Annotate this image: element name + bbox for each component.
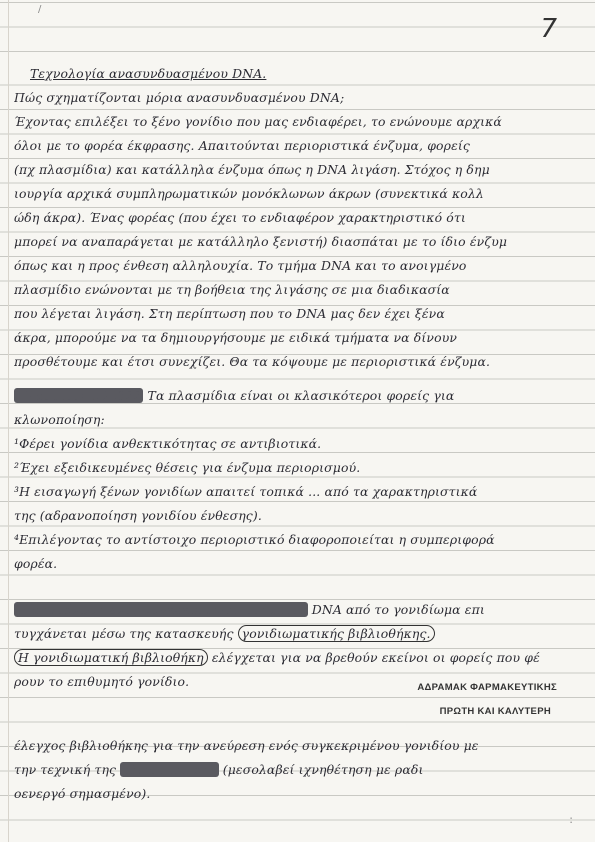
list-item: ¹Φέρει γονίδια ανθεκτικότητας σε αντιβιοτικά.: [14, 436, 322, 451]
list-item: ²Έχει εξειδικευμένες θέσεις για ένζυμα περιορισμού.: [14, 460, 361, 475]
page-number: 7: [540, 14, 557, 44]
text-line: (πχ πλασμίδια) και κατάλληλα ένζυμα όπως η DNA λιγάση. Στόχος η δημ: [14, 162, 490, 177]
top-mark: /: [38, 4, 42, 15]
line-text: DNA από το γονιδίωμα επι: [311, 602, 485, 617]
plasmid-heading: [14, 384, 589, 408]
line-text: (μεσολαβεί ιχνηθέτηση με ραδι: [222, 762, 424, 777]
hybridization-line: [14, 758, 589, 782]
text-line: Έχοντας επιλέξει το ξένο γονίδιο που μας ενδιαφέρει, το ενώνουμε αρχικά: [14, 114, 502, 129]
text-line: πλασμίδιο ενώνονται με τη βοήθεια της λιγάσης σε μια διαδικασία: [14, 282, 450, 297]
text-line: προσθέτουμε και έτσι συνεχίζει. Θα τα κόψουμε με περιοριστικά ένζυμα.: [14, 354, 491, 369]
heading-text: Τα πλασμίδια είναι οι κλασικότεροι φορείς για: [147, 388, 455, 403]
text-line: άκρα, μπορούμε να τα δημιουργήσουμε με ειδικά τμήματα να δίνουν: [14, 330, 458, 345]
text-line: όπως και η προς ένθεση αλληλουχία. Το τμήμα DNA και το ανοιγμένο: [14, 258, 467, 273]
scribbled-phrase: Η απομόνωση ενός συγκεκριμένου τμήματος: [16, 602, 306, 617]
list-item: ³Η εισαγωγή ξένων γονιδίων απαιτεί τοπικά ... από τα χαρακτηριστικά: [14, 484, 478, 499]
line-text: ελέγχεται για να βρεθούν εκείνοι οι φορείς που φέ: [211, 650, 540, 665]
edge-mark: :: [569, 813, 573, 826]
library-line: [14, 622, 589, 646]
scribbled-heading: Πλασμίδια pBR322: [16, 388, 142, 403]
library-check-line: [14, 646, 589, 670]
line-text: την τεχνική της: [14, 762, 117, 777]
text-line: ρουν το επιθυμητό γονίδιο.: [14, 674, 190, 689]
section-title: Τεχνολογία ανασυνδυασμένου DNA.: [30, 66, 267, 81]
list-item: ⁴Επιλέγοντας το αντίστοιχο περιοριστικό διαφοροποιείται η συμπεριφορά: [14, 532, 495, 547]
line-text: τυγχάνεται μέσω της κατασκευής: [14, 626, 234, 641]
isolation-line: [14, 598, 589, 622]
margin-line: [8, 0, 9, 842]
text-line: που λέγεται λιγάση. Στη περίπτωση που το DNA μας δεν έχει ξένα: [14, 306, 445, 321]
text-line: της (αδρανοποίηση γονιδίου ένθεσης).: [14, 508, 262, 523]
text-line: έλεγχος βιβλιοθήκης για την ανεύρεση ενός συγκεκριμένου γονιδίου με: [14, 738, 479, 753]
text-line: ώδη άκρα). Ένας φορέας (που έχει το ενδιαφέρον χαρακτηριστικό ότι: [14, 210, 466, 225]
scribbled-word: υβριδοποίησης: [122, 762, 217, 777]
text-line: όλοι με το φορέα έκφρασης. Απαιτούνται περιοριστικά ένζυμα, φορείς: [14, 138, 470, 153]
circled-phrase: Η γονιδιωματική βιβλιοθήκη: [14, 649, 208, 666]
stamp-line-2: ΠΡΩΤΗ ΚΑΙ ΚΑΛΥΤΕΡΗ: [439, 706, 551, 717]
text-line: ιουργία αρχικά συμπληρωματικών μονόκλωνων άκρων (συνεκτικά κολλ: [14, 186, 484, 201]
stamp-line-1: ΑΔΡΑΜΑΚ ΦΑΡΜΑΚΕΥΤΙΚΗΣ: [417, 682, 557, 693]
text-line: φορέα.: [14, 556, 58, 571]
circled-phrase: γονιδιωματικής βιβλιοθήκης.: [238, 625, 435, 642]
section-question: Πώς σχηματίζονται μόρια ανασυνδυασμένου DNA;: [14, 90, 345, 105]
text-line: μπορεί να αναπαράγεται με κατάλληλο ξενιστή) διασπάται με το ίδιο ένζυμ: [14, 234, 508, 249]
text-line: οενεργό σημασμένο).: [14, 786, 151, 801]
text-line: κλωνοποίηση:: [14, 412, 105, 427]
